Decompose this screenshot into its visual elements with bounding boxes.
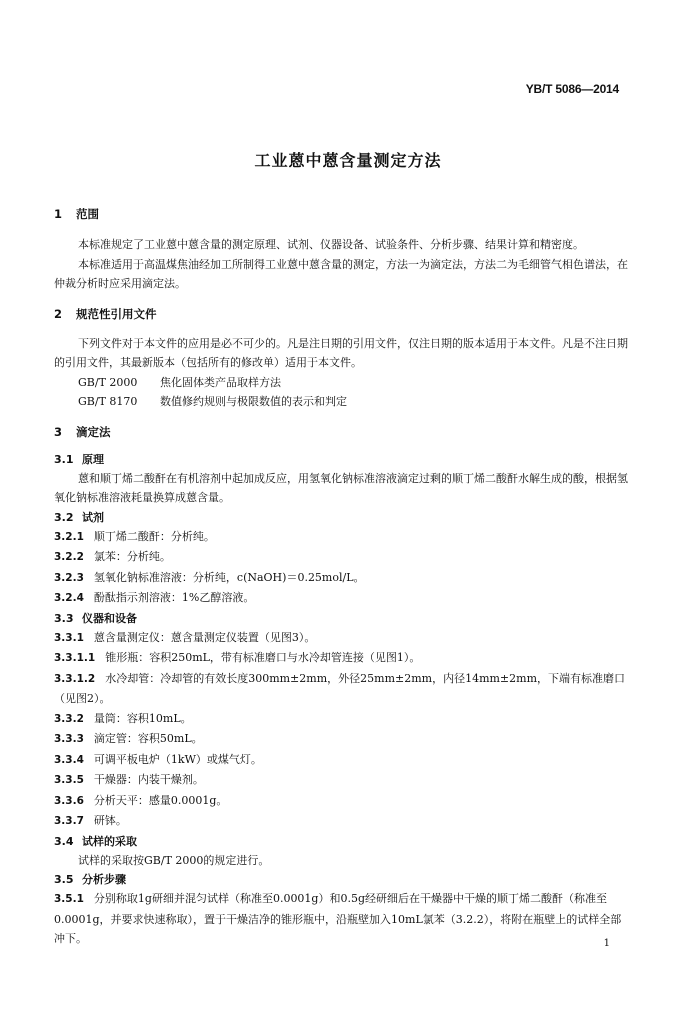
clause xyxy=(54,648,628,669)
reference-item xyxy=(54,392,628,412)
clause-number: 3.2.2 xyxy=(54,551,84,563)
subsection-title: 试剂 xyxy=(82,510,104,524)
subsection-number: 3.1 xyxy=(54,452,74,466)
clause xyxy=(54,527,628,548)
clause xyxy=(54,568,628,589)
clause-number: 3.5.1 xyxy=(54,893,84,905)
subsection-heading xyxy=(54,870,628,889)
clause xyxy=(54,791,628,812)
section-number: 3 xyxy=(54,424,63,439)
reference-item xyxy=(54,373,628,393)
subsection-heading xyxy=(54,609,628,628)
clause-text: 量筒：容积10mL。 xyxy=(93,711,192,725)
document-body xyxy=(54,206,628,949)
section-title: 滴定法 xyxy=(76,424,111,439)
clause-number: 3.2.3 xyxy=(54,571,84,584)
clause xyxy=(54,889,628,949)
clause xyxy=(54,709,628,730)
clause xyxy=(54,729,628,750)
clause-text: 分别称取1g研细并混匀试样（称准至0.0001g）和0.5g经研细后在干燥器中干燥的顺丁烯二酸酐（称准至0.0001g，并要求快速称取），置于干燥洁净的锥形瓶中，沿瓶壁加入10mL氯苯（3.2.2），将附在瓶壁上的试样全部冲下。 xyxy=(54,892,622,945)
subsection-title: 试样的采取 xyxy=(82,834,137,848)
clause-number: 3.3.7 xyxy=(54,815,84,827)
clause xyxy=(54,750,628,771)
clause xyxy=(54,669,628,709)
clause-text: 氯苯：分析纯。 xyxy=(93,550,171,563)
subsection-number: 3.5 xyxy=(54,873,74,886)
clause-number: 3.3.1.2 xyxy=(54,672,96,685)
clause xyxy=(54,770,628,791)
paragraph: 蒽和顺丁烯二酸酐在有机溶剂中起加成反应，用氢氧化钠标准溶液滴定过剩的顺丁烯二酸酐水解生成的酸，根据氢氧化钠标准溶液耗量换算成蒽含量。 xyxy=(54,471,628,504)
reference-title: 焦化固体类产品取样方法 xyxy=(160,375,281,389)
reference-code: GB/T 8170 xyxy=(78,395,138,408)
clause-text: 分析天平：感量0.0001g。 xyxy=(93,793,228,807)
section-number: 2 xyxy=(54,306,63,321)
paragraph: 本标准适用于高温煤焦油经加工所制得工业蒽中蒽含量的测定，方法一为滴定法，方法二为毛细管气相色谱法，在仲裁分析时应采用滴定法。 xyxy=(54,257,628,290)
clause xyxy=(54,588,628,609)
subsection-heading xyxy=(54,832,628,851)
clause-number: 3.3.5 xyxy=(54,774,84,786)
clause-number: 3.3.1.1 xyxy=(54,652,96,664)
subsection-number: 3.3 xyxy=(54,611,74,625)
clause-number: 3.3.1 xyxy=(54,631,84,644)
document-title: 工业蒽中蒽含量测定方法 xyxy=(254,151,442,170)
reference-code: GB/T 2000 xyxy=(78,375,138,389)
paragraph: 试样的采取按GB/T 2000的规定进行。 xyxy=(78,853,270,867)
clause xyxy=(54,547,628,568)
section-title: 范围 xyxy=(76,207,99,221)
subsection-heading xyxy=(54,508,628,527)
clause-number: 3.3.3 xyxy=(54,733,84,745)
clause-text: 水冷却管：冷却管的有效长度300mm±2mm，外径25mm±2mm，内径14mm±2mm，下端有标准磨口（见图2）。 xyxy=(54,671,626,705)
clause-text: 干燥器：内装干燥剂。 xyxy=(93,773,204,786)
clause-text: 研钵。 xyxy=(93,814,127,827)
section-heading xyxy=(54,206,628,222)
subsection-number: 3.4 xyxy=(54,834,74,848)
subsection-title: 原理 xyxy=(82,452,104,466)
clause-text: 滴定管：容积50mL。 xyxy=(93,732,203,745)
clause-number: 3.3.2 xyxy=(54,712,84,725)
subsection-title: 分析步骤 xyxy=(82,873,126,886)
clause xyxy=(54,811,628,832)
subsection-number: 3.2 xyxy=(54,510,74,524)
clause-text: 可调平板电炉（1kW）或煤气灯。 xyxy=(93,752,262,766)
clause-number: 3.2.4 xyxy=(54,592,84,604)
clause-text: 氢氧化钠标准溶液：分析纯，c(NaOH)＝0.25mol/L。 xyxy=(93,570,365,584)
subsection-title: 仪器和设备 xyxy=(82,611,137,625)
paragraph: 下列文件对于本文件的应用是必不可少的。凡是注日期的引用文件，仅注日期的版本适用于本文件。凡是不注日期的引用文件，其最新版本（包括所有的修改单）适用于本文件。 xyxy=(54,336,628,369)
clause-text: 顺丁烯二酸酐：分析纯。 xyxy=(93,529,215,543)
clause xyxy=(54,628,628,649)
clause-number: 3.3.4 xyxy=(54,753,84,766)
paragraph: 本标准规定了工业蒽中蒽含量的测定原理、试剂、仪器设备、试验条件、分析步骤、结果计算和精密度。 xyxy=(78,238,584,251)
clause-text: 酚酞指示剂溶液：1%乙醇溶液。 xyxy=(93,591,255,604)
section-heading xyxy=(54,424,628,440)
section-heading xyxy=(54,306,628,322)
clause-number: 3.3.6 xyxy=(54,794,84,807)
reference-title: 数值修约规则与极限数值的表示和判定 xyxy=(160,395,347,408)
standard-number: YB/T 5086—2014 xyxy=(525,82,619,96)
clause-text: 蒽含量测定仪：蒽含量测定仪装置（见图3）。 xyxy=(93,630,316,644)
page-number: 1 xyxy=(603,938,610,949)
clause-number: 3.2.1 xyxy=(54,530,84,543)
subsection-heading xyxy=(54,450,628,469)
section-title: 规范性引用文件 xyxy=(76,306,157,321)
clause-text: 锥形瓶：容积250mL，带有标准磨口与水冷却管连接（见图1）。 xyxy=(105,651,421,664)
section-number: 1 xyxy=(54,207,63,221)
